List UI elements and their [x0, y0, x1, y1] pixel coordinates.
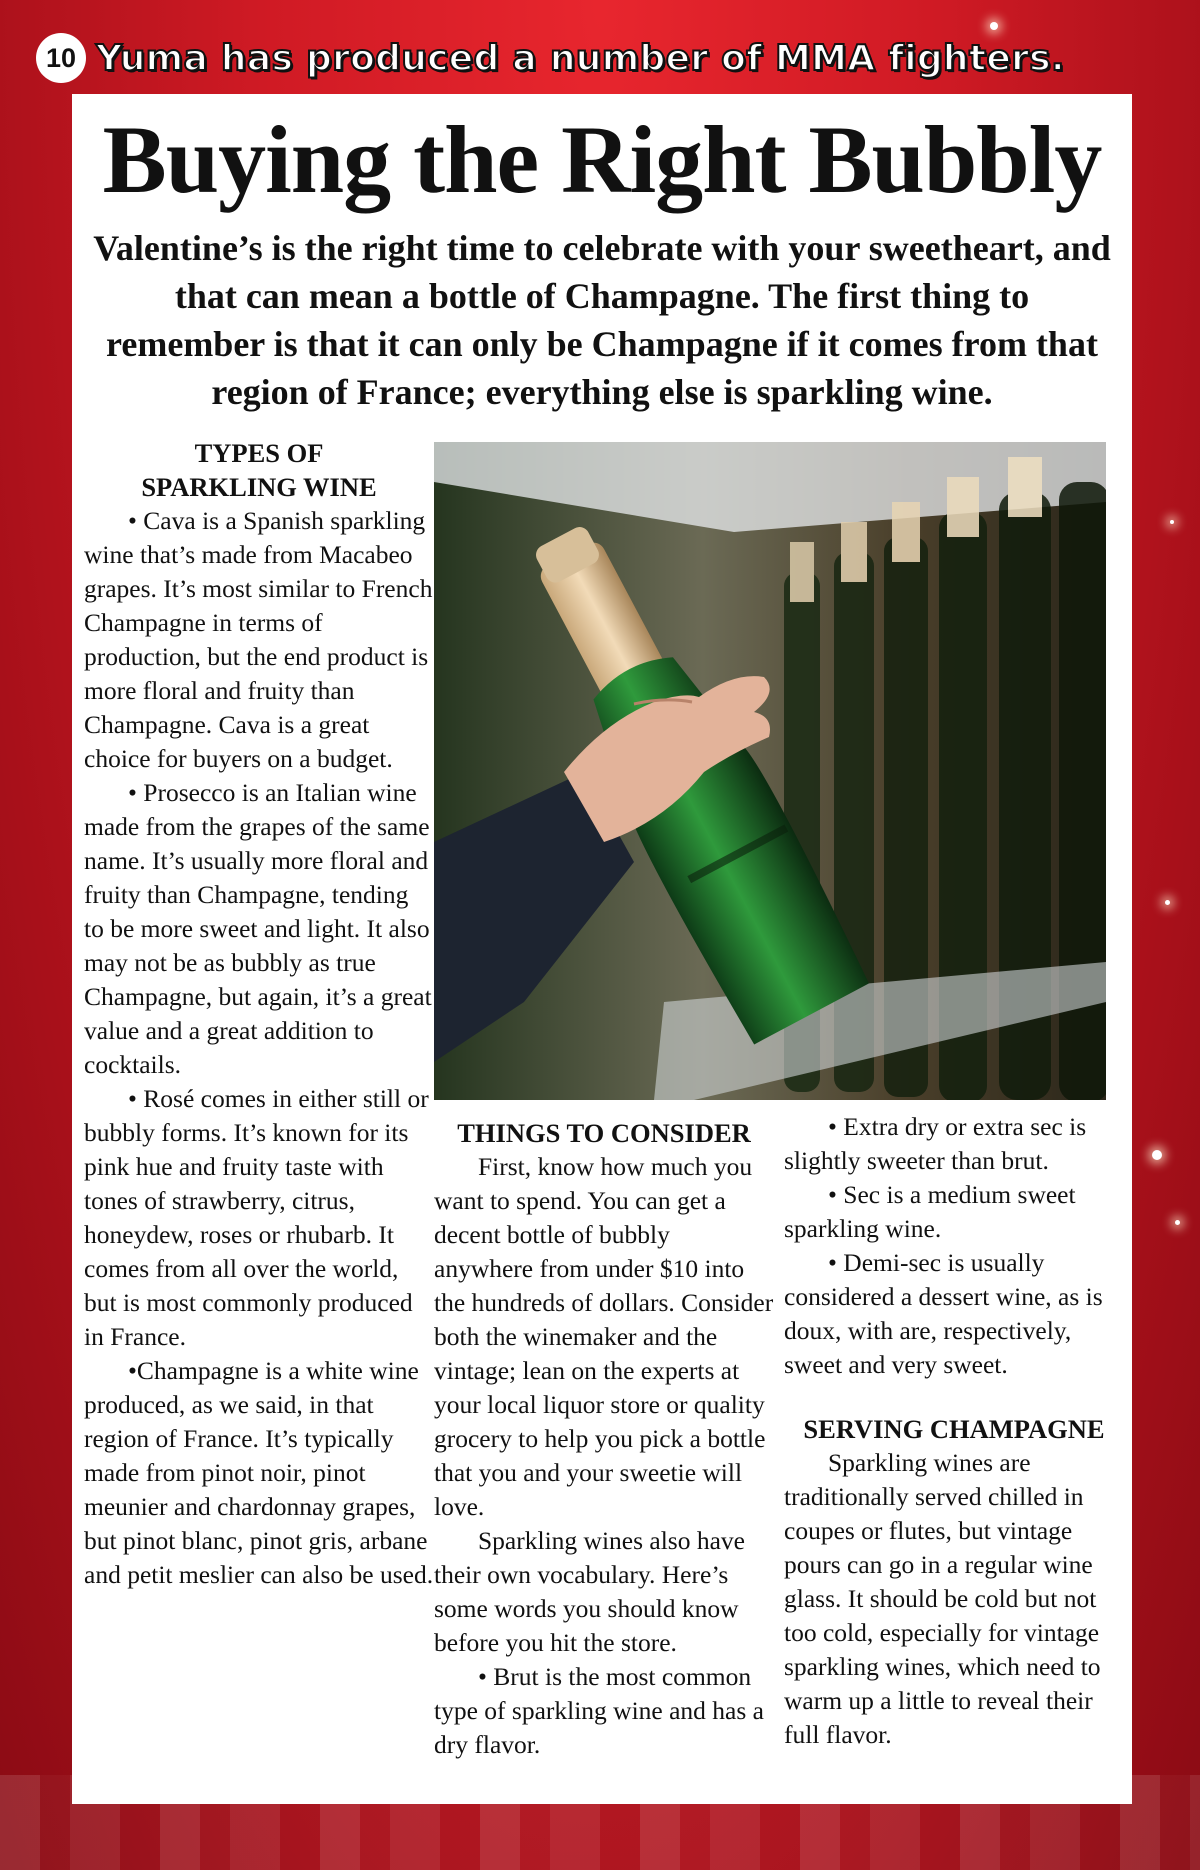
champagne-bottle-illustration	[434, 442, 1106, 1100]
header-tagline: Yuma has produced a number of MMA fighters.	[96, 37, 1065, 79]
serving-text: Sparkling wines are traditionally served chilled in coupes or flutes, but vintage pours can go in a regular wine glass. It should be cold but not too cold, especially for vintage sparkling wines, which need to warm up a little to reveal their full flavor.	[784, 1448, 1101, 1749]
serving-heading: SERVING CHAMPAGNE	[803, 1414, 1105, 1444]
page-header	[36, 30, 1065, 86]
type-cava: • Cava is a Spanish sparkling wine that’s made from Macabeo grapes. It’s most similar to French Champagne in terms of production, but the end product is more floral and fruity than Champagne. Cava is a great choice for buyers on a budget.	[84, 506, 433, 773]
column-consider	[434, 1116, 774, 1762]
vocab-extra-dry: • Extra dry or extra sec is slightly sweeter than brut.	[784, 1112, 1087, 1175]
consider-budget: First, know how much you want to spend. You can get a decent bottle of bubbly anywhere from under $10 into the hundreds of dollars. Consider both the winemaker and the vintage; lean on the experts at your local liquor store or quality grocery to help you pick a bottle that you and your sweetie will love.	[434, 1152, 774, 1521]
column-types	[84, 436, 434, 1592]
page-number: 10	[36, 33, 86, 83]
column-serving	[784, 1110, 1124, 1752]
types-heading: TYPES OF SPARKLING WINE	[141, 438, 377, 502]
consider-vocabulary: Sparkling wines also have their own vocabulary. Here’s some words you should know before you hit the store.	[434, 1526, 745, 1657]
sparkle	[1165, 900, 1170, 905]
vocab-sec: • Sec is a medium sweet sparkling wine.	[784, 1180, 1076, 1243]
vocab-brut: • Brut is the most common type of sparkling wine and has a dry flavor.	[434, 1662, 764, 1759]
consider-heading: THINGS TO CONSIDER	[457, 1118, 751, 1148]
sparkle	[990, 22, 998, 30]
article-panel	[72, 94, 1132, 1804]
sparkle	[1152, 1150, 1162, 1160]
article-title: Buying the Right Bubbly	[102, 106, 1102, 213]
sparkle	[1175, 1220, 1180, 1225]
type-prosecco: • Prosecco is an Italian wine made from the grapes of the same name. It’s usually more floral and fruity than Champagne, tending to be more sweet and light. It also may not be as bubbly as true Champagne, but again, it’s a great value and a great addition to cocktails.	[84, 778, 432, 1079]
vocab-demi-sec: • Demi-sec is usually considered a dessert wine, as is doux, with are, respectively, sweet and very sweet.	[784, 1248, 1103, 1379]
champagne-photo	[434, 442, 1106, 1100]
type-rose: • Rosé comes in either still or bubbly forms. It’s known for its pink hue and fruity taste with tones of strawberry, citrus, honeydew, roses or rhubarb. It comes from all over the world, but is most commonly produced in France.	[84, 1084, 429, 1351]
sparkle	[1170, 520, 1174, 524]
type-champagne: •Champagne is a white wine produced, as we said, in that region of France. It’s typically made from pinot noir, pinot meunier and chardonnay grapes, but pinot blanc, pinot gris, arbane and petit meslier can also be used.	[84, 1356, 434, 1589]
article-intro: Valentine’s is the right time to celebrate with your sweetheart, and that can mean a bottle of Champagne. The first thing to remember is that it can only be Champagne if it comes from that region of France; everything else is sparkling wine.	[93, 228, 1111, 412]
